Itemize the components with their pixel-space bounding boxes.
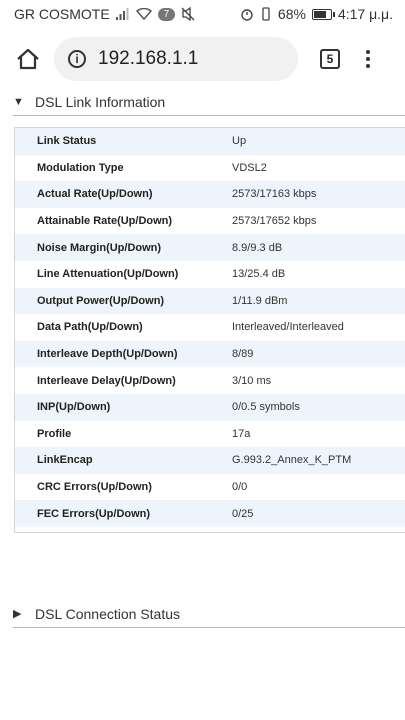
row-value: 2573/17652 kbps — [232, 215, 317, 228]
vibrate-icon — [260, 7, 272, 21]
row-label: Actual Rate(Up/Down) — [37, 188, 153, 201]
row-value: 8/89 — [232, 348, 254, 361]
carrier-name: GR COSMOTE — [14, 6, 110, 22]
status-bar-right — [240, 6, 393, 22]
row-label: INP(Up/Down) — [37, 401, 111, 414]
battery-percent: 68% — [277, 6, 306, 22]
row-value: VDSL2 — [232, 161, 267, 174]
row-value: 0/0.5 symbols — [232, 401, 300, 414]
tab-switcher-button[interactable]: 5 — [320, 49, 340, 69]
row-label: Noise Margin(Up/Down) — [37, 241, 162, 254]
home-icon — [16, 48, 40, 70]
table-row — [15, 421, 405, 448]
clock: 4:17 μ.μ. — [337, 6, 393, 22]
table-row — [15, 447, 405, 474]
table-row — [15, 474, 405, 501]
table-row — [15, 181, 405, 208]
table-row — [15, 155, 405, 182]
row-label: Attainable Rate(Up/Down) — [37, 215, 173, 228]
row-value: 0/0 — [232, 481, 248, 494]
browser-toolbar — [0, 28, 405, 90]
table-row — [15, 234, 405, 261]
expanded-triangle-icon: ▼ — [13, 95, 24, 108]
dsl-connection-status-header[interactable] — [13, 600, 405, 628]
collapsed-triangle-icon: ▶ — [13, 608, 22, 620]
row-label: CRC Errors(Up/Down) — [37, 481, 152, 494]
table-row — [15, 128, 405, 155]
more-menu-icon[interactable] — [364, 50, 372, 68]
row-value: Interleaved/Interleaved — [232, 321, 344, 334]
row-label: LinkEncap — [37, 454, 93, 467]
row-value: 8.9/9.3 dB — [232, 241, 283, 254]
wifi-icon — [136, 8, 152, 20]
battery-icon — [312, 9, 332, 20]
row-value: 1/11.9 dBm — [232, 294, 288, 307]
row-label: Data Path(Up/Down) — [37, 321, 143, 334]
row-value: G.993.2_Annex_K_PTM — [232, 454, 352, 467]
table-row — [15, 341, 405, 368]
alarm-icon — [240, 7, 254, 21]
table-bottom-border — [14, 524, 405, 533]
status-bar-left — [14, 6, 195, 22]
row-value: 0/25 — [232, 507, 254, 520]
row-value: 17a — [232, 427, 251, 440]
table-row — [15, 288, 405, 315]
table-row — [15, 208, 405, 235]
info-icon[interactable]: i — [68, 50, 86, 68]
row-label: Interleave Delay(Up/Down) — [37, 374, 176, 387]
url-text[interactable]: 192.168.1.1 — [98, 48, 199, 69]
status-bar — [0, 0, 405, 28]
row-label: Interleave Depth(Up/Down) — [37, 348, 178, 361]
dsl-link-info-table — [14, 127, 405, 527]
table-row — [15, 367, 405, 394]
row-label: Line Attenuation(Up/Down) — [37, 268, 179, 281]
row-value: 2573/17163 kbps — [232, 188, 317, 201]
table-row — [15, 394, 405, 421]
table-row — [15, 314, 405, 341]
signal-icon — [116, 8, 130, 20]
section-title: DSL Link Information — [35, 93, 166, 110]
row-label: Link Status — [37, 135, 97, 148]
row-label: FEC Errors(Up/Down) — [37, 507, 151, 520]
row-value: 13/25.4 dB — [232, 268, 286, 281]
home-button[interactable] — [10, 41, 46, 77]
mute-icon — [181, 7, 195, 21]
table-row — [15, 261, 405, 288]
row-label: Modulation Type — [37, 161, 124, 174]
address-bar[interactable] — [54, 37, 298, 81]
row-label: Profile — [37, 427, 72, 440]
dsl-link-info-header[interactable] — [13, 88, 405, 116]
table-row — [15, 500, 405, 527]
row-value: 3/10 ms — [232, 374, 272, 387]
row-label: Output Power(Up/Down) — [37, 294, 165, 307]
notification-count-badge: 7 — [158, 8, 176, 21]
row-value: Up — [232, 135, 247, 148]
section-title: DSL Connection Status — [35, 605, 181, 622]
